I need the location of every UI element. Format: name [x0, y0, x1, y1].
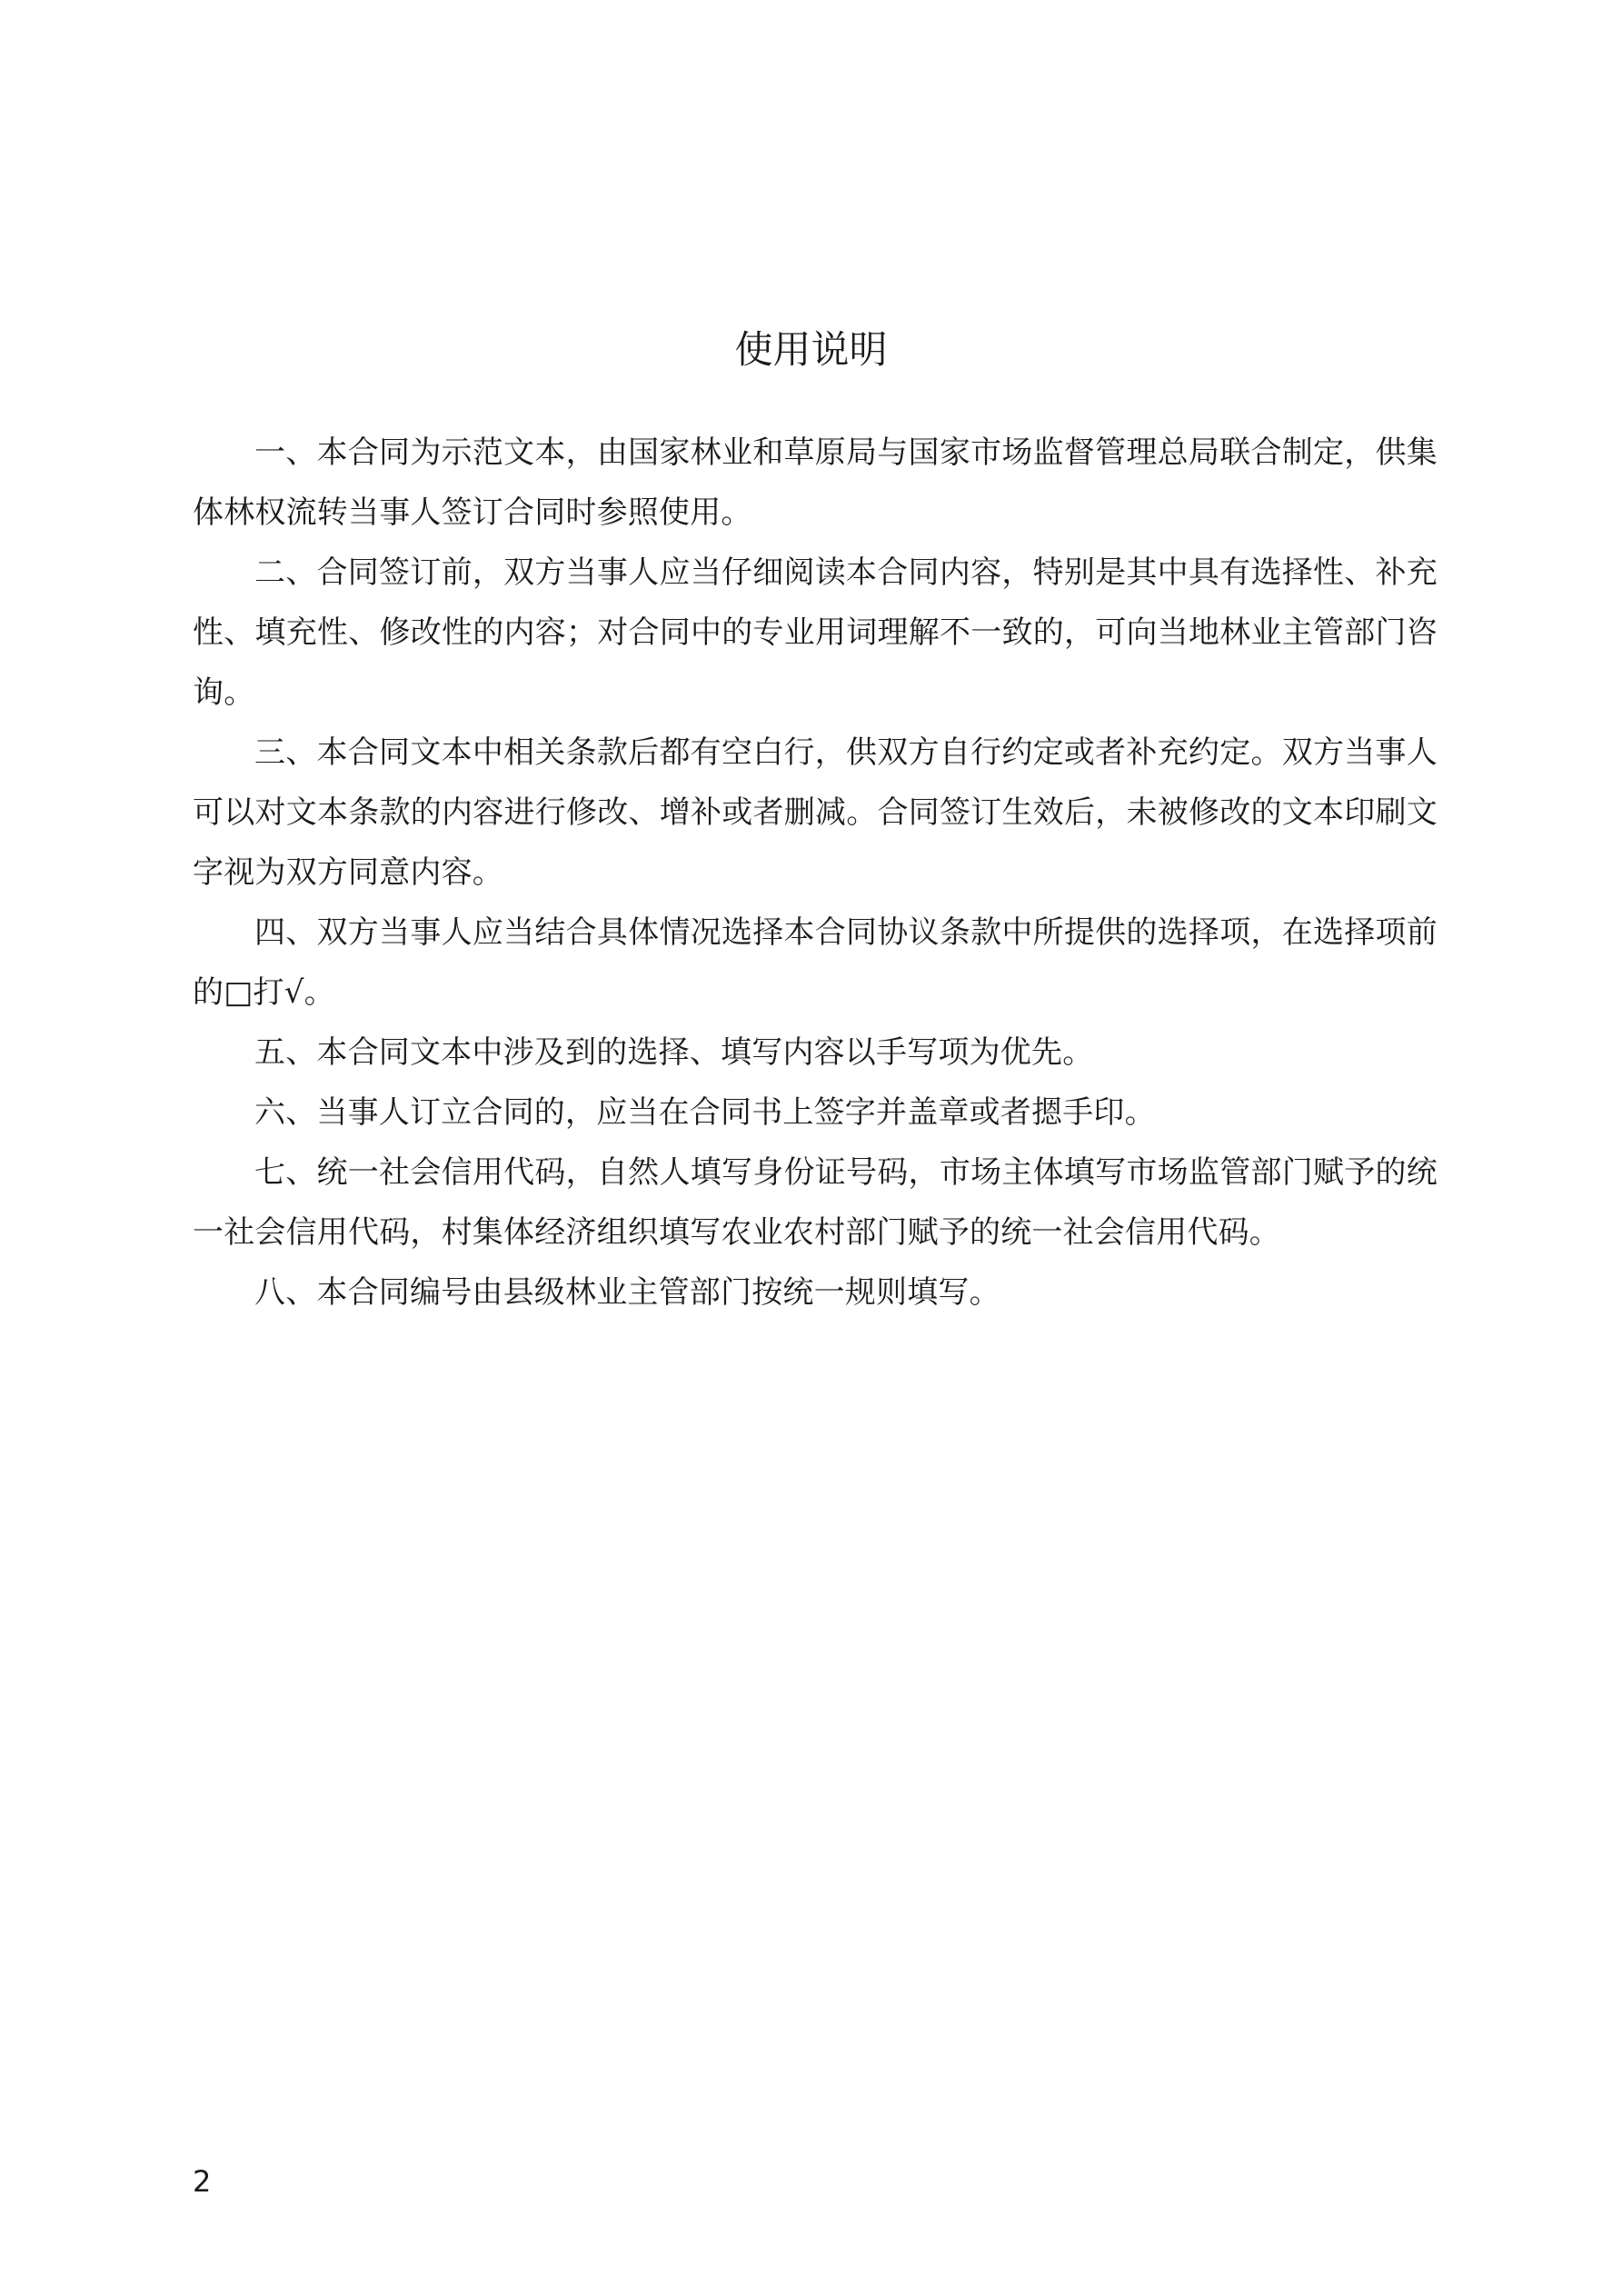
instruction-paragraph-5: 五、本合同文本中涉及到的选择、填写内容以手写项为优先。	[254, 1034, 1094, 1071]
instruction-paragraph-2: 二、合同签订前，双方当事人应当仔细阅读本合同内容，特别是其中具有选择性、补充性、填充性、修改性的内容；对合同中的专业用词理解不一致的，可向当地林业主管部门咨询。	[193, 554, 1438, 711]
page-title: 使用说明	[734, 327, 888, 372]
instruction-paragraph-8: 八、本合同编号由县级林业主管部门按统一规则填写。	[254, 1274, 1000, 1311]
instruction-paragraph-6: 六、当事人订立合同的，应当在合同书上签字并盖章或者摁手印。	[254, 1094, 1156, 1131]
instructions-body	[193, 423, 1438, 1323]
instruction-paragraph-3: 三、本合同文本中相关条款后都有空白行，供双方自行约定或者补充约定。双方当事人可以对文本条款的内容进行修改、增补或者删减。合同签订生效后，未被修改的文本印刷文字视为双方同意内容。	[193, 734, 1438, 891]
instruction-paragraph-7: 七、统一社会信用代码，自然人填写身份证号码，市场主体填写市场监管部门赋予的统一社会信用代码，村集体经济组织填写农业农村部门赋予的统一社会信用代码。	[193, 1154, 1438, 1251]
page-number: 2	[193, 2164, 212, 2199]
instruction-paragraph-4: 四、双方当事人应当结合具体情况选择本合同协议条款中所提供的选择项，在选择项前的□打√。	[193, 914, 1438, 1011]
instruction-paragraph-1: 一、本合同为示范文本，由国家林业和草原局与国家市场监督管理总局联合制定，供集体林权流转当事人签订合同时参照使用。	[193, 434, 1438, 531]
